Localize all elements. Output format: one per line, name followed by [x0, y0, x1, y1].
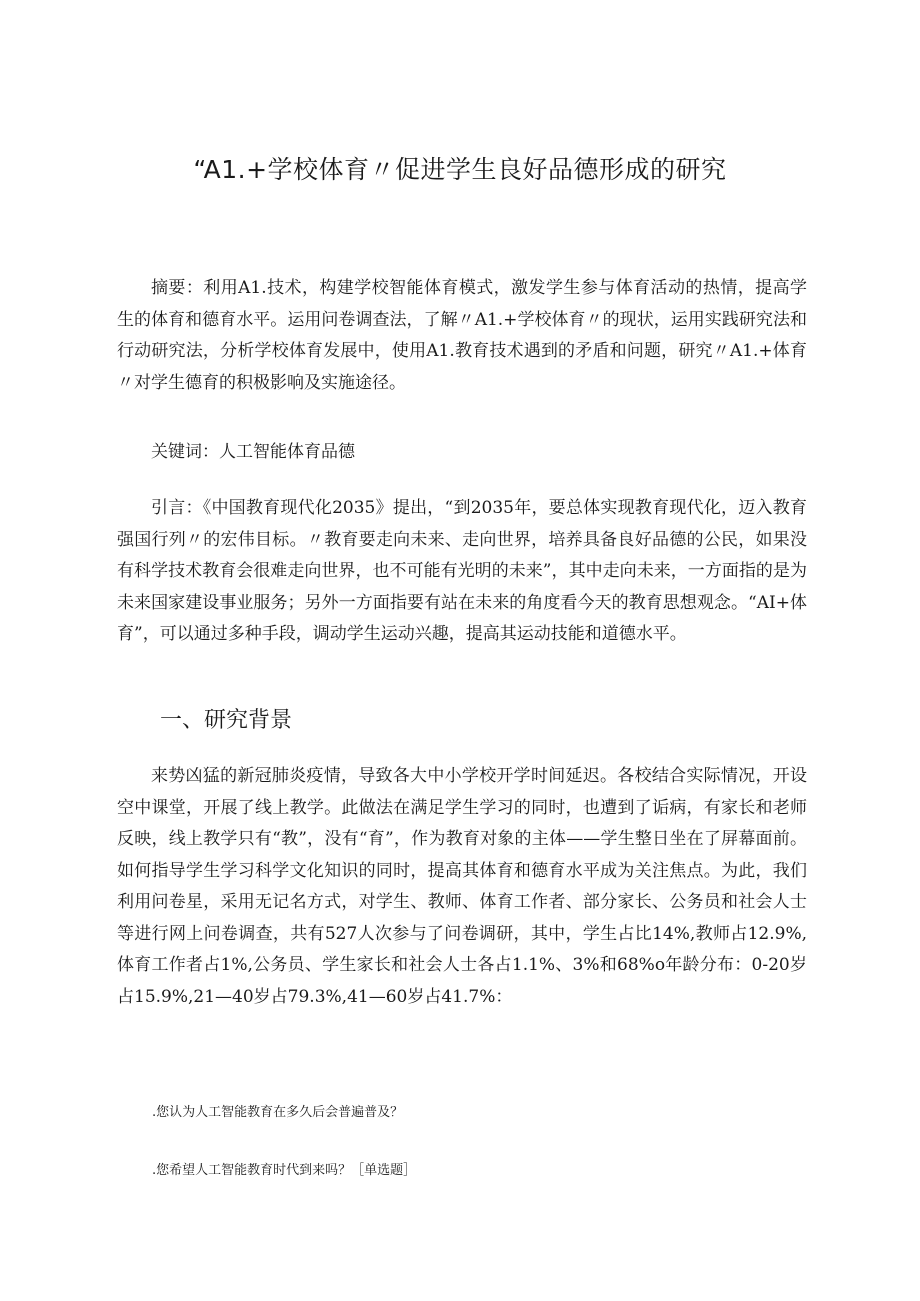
- keywords-line: 关键词：人工智能体育品德: [151, 442, 355, 462]
- page-title: “A1.+学校体育〃促进学生良好品德形成的研究: [193, 155, 727, 184]
- survey-question-2: .您希望人工智能教育时代到来吗？［单选题］: [152, 1163, 417, 1178]
- survey-question-1: .您认为人工智能教育在多久后会普遍普及？: [152, 1105, 404, 1120]
- section-body-paragraph: 来势凶猛的新冠肺炎疫情，导致各大中小学校开学时间延迟。各校结合实际情况，开设空中课堂，开展了线上教学。此做法在满足学生学习的同时，也遭到了诟病，有家长和老师反映，线上教学只有“教”，没有“育”，作为教育对象的主体——学生整日坐在了屏幕面前。如何指导学生学习科学文化知识的同时，提高其体育和德育水平成为关注焦点。为此，我们利用问卷星，采用无记名方式，对学生、教师、体育工作者、部分家长、公务员和社会人士等进行网上问卷调查，共有527人次参与了问卷调研，其中，学生占比14%,教师占12.9%,体育工作者占1%,公务员、学生家长和社会人士各占1.1%、3%和68%o年龄分布：0-20岁占15.9%,21—40岁占79.3%,41—60岁占41.7%：: [117, 766, 807, 1007]
- section-heading-background: 一、研究背景: [160, 708, 293, 733]
- intro-paragraph: 引言：《中国教育现代化2035》提出，“到2035年，要总体实现教育现代化，迈入教育强国行列〃的宏伟目标。〃教育要走向未来、走向世界，培养具备良好品德的公民，如果没有科学技术教育会很难走向世界，也不可能有光明的未来”，其中走向未来，一方面指的是为未来国家建设事业服务；另外一方面指要有站在未来的角度看今天的教育思想观念。“AI+体育”，可以通过多种手段，调动学生运动兴趣，提高其运动技能和道德水平。: [117, 498, 807, 644]
- abstract-paragraph: 摘要：利用A1.技术，构建学校智能体育模式，激发学生参与体育活动的热情，提高学生的体育和德育水平。运用问卷调查法，了解〃A1.+学校体育〃的现状，运用实践研究法和行动研究法，分析学校体育发展中，使用A1.教育技术遇到的矛盾和问题，研究〃A1.+体育〃对学生德育的积极影响及实施途径。: [117, 278, 807, 393]
